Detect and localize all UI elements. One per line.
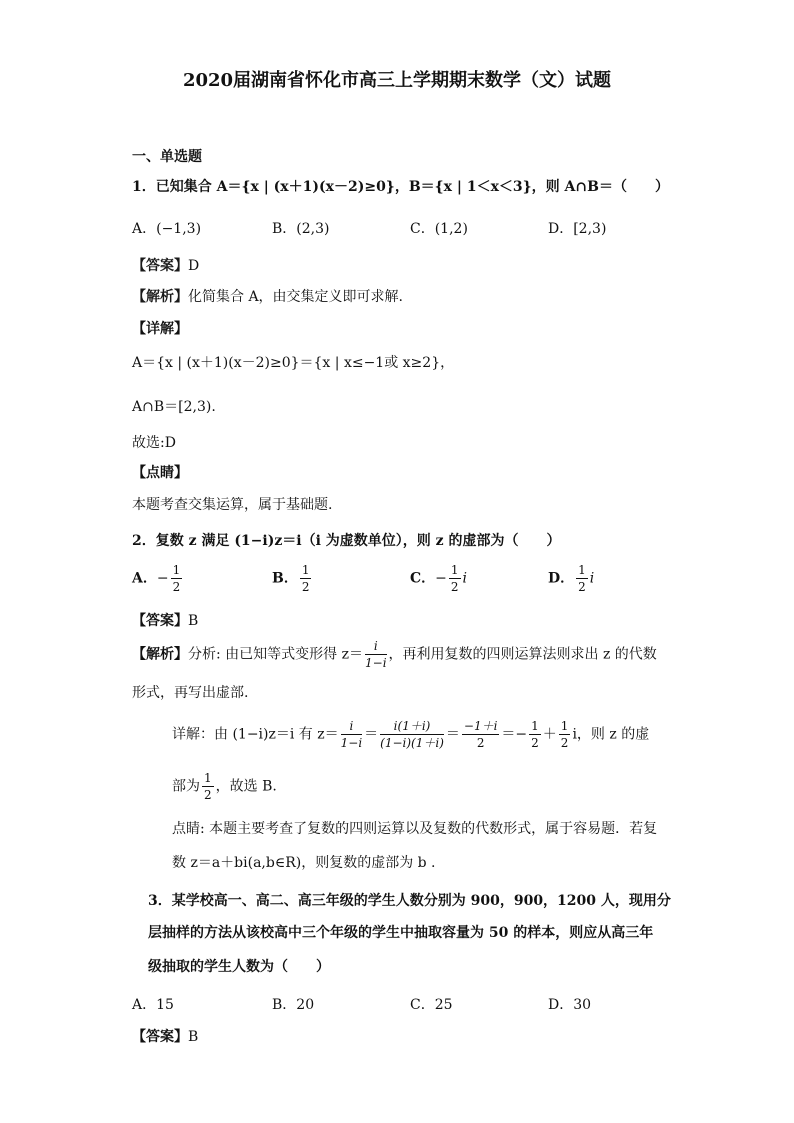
option-fraction <box>171 562 183 595</box>
fraction-numerator: 1 <box>578 563 586 577</box>
option-fraction <box>300 562 312 595</box>
option-fraction <box>576 562 588 595</box>
q2-detail-line-2 <box>172 770 277 803</box>
detail-text-2: ，故选 B. <box>215 778 277 795</box>
q1-stem: 1．已知集合 A＝{x | (x＋1)(x－2)≥0}，B＝{x | 1＜x＜3}，则 A∩B＝（ ） <box>132 179 669 195</box>
q2-detail-line <box>172 718 649 751</box>
option-label: C． <box>410 570 436 587</box>
option-fraction <box>449 562 461 595</box>
q2-stem: 2．复数 z 满足 (1−i)z＝i（i 为虚数单位），则 z 的虚部为（ ） <box>132 533 561 549</box>
fraction-denominator: 2 <box>301 580 310 594</box>
fraction-numerator: 1 <box>204 771 212 785</box>
analysis-tag: 【解析】 <box>132 289 188 305</box>
q3-option-d: D．30 <box>548 997 592 1013</box>
detail-fraction-1 <box>341 718 363 751</box>
answer-value: D <box>188 258 200 274</box>
analysis-text: 分析: 由已知等式变形得 z＝ <box>188 646 363 663</box>
option-label: D． <box>548 570 575 587</box>
analysis-tag: 【解析】 <box>132 646 188 663</box>
q1-detail-1: A＝{x | (x＋1)(x－2)≥0}＝{x | x≤−1或 x≥2}， <box>132 355 455 371</box>
minus-sign: ＝− <box>501 726 528 743</box>
q1-option-c: C．(1,2) <box>410 221 468 237</box>
equals-sign: ＝ <box>445 726 460 743</box>
q2-answer-line <box>132 610 198 630</box>
fraction-denominator: 2 <box>560 736 569 750</box>
q3-answer-line <box>132 1026 198 1046</box>
fraction-numerator: −1＋i <box>463 719 498 733</box>
q1-option-d: D．[2,3) <box>548 221 607 237</box>
fraction-denominator: (1−i)(1＋i) <box>380 736 444 750</box>
q3-stem-2: 层抽样的方法从该校高中三个年级的学生中抽取容量为 50 的样本，则应从高三年 <box>148 925 654 941</box>
q1-detail-3: 故选:D <box>132 435 176 451</box>
analysis-text-2: ，再利用复数的四则运算法则求出 z 的代数 <box>388 646 657 663</box>
plus-sign: ＋ <box>542 726 557 743</box>
fraction-denominator: 2 <box>450 580 459 594</box>
answer-value: B <box>188 613 199 629</box>
q3-stem-3: 级抽取的学生人数为（ ） <box>148 959 330 975</box>
fraction-denominator: 2 <box>204 788 212 802</box>
fraction-numerator: 1 <box>301 563 310 577</box>
detail-fraction-5 <box>559 718 571 751</box>
q1-comment-tag: 【点睛】 <box>132 465 188 481</box>
fraction-numerator: i(1＋i) <box>380 718 444 735</box>
option-sign: − <box>156 570 169 587</box>
analysis-text: 化简集合 A，由交集定义即可求解. <box>188 289 404 305</box>
detail-text: 部为 <box>172 778 200 795</box>
fraction-denominator: 1−i <box>340 736 363 750</box>
option-label: A． <box>132 570 157 587</box>
q1-answer-line <box>132 255 199 275</box>
q2-option-d <box>548 562 594 595</box>
analysis-fraction <box>365 638 387 671</box>
q2-comment: 点睛: 本题主要考查了复数的四则运算以及复数的代数形式，属于容易题．若复 <box>172 821 658 837</box>
fraction-denominator: 2 <box>531 736 539 750</box>
detail-text: 详解：由 (1−i)z＝i 有 z＝ <box>172 726 339 743</box>
fraction-denominator: 2 <box>172 580 181 594</box>
detail-fraction <box>202 770 214 803</box>
fraction-numerator: 1 <box>450 563 459 577</box>
answer-tag: 【答案】 <box>132 613 188 629</box>
q2-option-a <box>132 562 184 595</box>
q2-option-b <box>272 562 313 595</box>
fraction-denominator: 2 <box>476 736 485 750</box>
option-sign: − <box>435 570 447 587</box>
fraction-denominator: 2 <box>578 580 586 594</box>
q1-option-a: A．(−1,3) <box>132 221 202 237</box>
q1-comment: 本题考查交集运算，属于基础题. <box>132 497 333 513</box>
equals-sign: ＝ <box>364 726 379 743</box>
fraction-denominator: 1−i <box>365 656 387 670</box>
option-suffix: i <box>462 570 468 587</box>
option-suffix: i <box>589 570 595 587</box>
q3-stem-1: 3．某学校高一、高二、高三年级的学生人数分别为 900，900，1200 人，现用分 <box>148 893 671 909</box>
fraction-numerator: 1 <box>172 563 181 577</box>
answer-value: B <box>188 1029 199 1045</box>
q1-detail-2: A∩B＝[2,3). <box>132 399 216 415</box>
fraction-numerator: 1 <box>560 719 569 733</box>
fraction-numerator: 1 <box>531 719 539 733</box>
fraction-numerator: i <box>341 718 363 735</box>
q1-analysis-line <box>132 286 403 306</box>
answer-tag: 【答案】 <box>132 258 188 274</box>
q3-option-c: C．25 <box>410 997 453 1013</box>
section-heading: 一、单选题 <box>132 149 202 165</box>
q2-analysis-line <box>132 638 657 671</box>
q2-comment-2: 数 z＝a＋bi(a,b∈R)，则复数的虚部为 b . <box>172 855 436 871</box>
option-label: B． <box>272 570 298 587</box>
detail-fraction-2 <box>380 718 444 751</box>
q2-option-c <box>410 562 467 595</box>
q3-option-b: B．20 <box>272 997 315 1013</box>
detail-fraction-3 <box>462 718 500 751</box>
page-title: 2020届湖南省怀化市高三上学期期末数学（文）试题 <box>182 70 612 91</box>
q1-option-b: B．(2,3) <box>272 221 330 237</box>
q1-detail-tag: 【详解】 <box>132 321 188 337</box>
q2-analysis-2: 形式，再写出虚部. <box>132 685 249 701</box>
detail-text-2: i，则 z 的虚 <box>572 726 650 743</box>
detail-fraction-4 <box>529 718 541 751</box>
q3-option-a: A．15 <box>132 997 174 1013</box>
answer-tag: 【答案】 <box>132 1029 188 1045</box>
fraction-numerator: i <box>365 638 387 655</box>
